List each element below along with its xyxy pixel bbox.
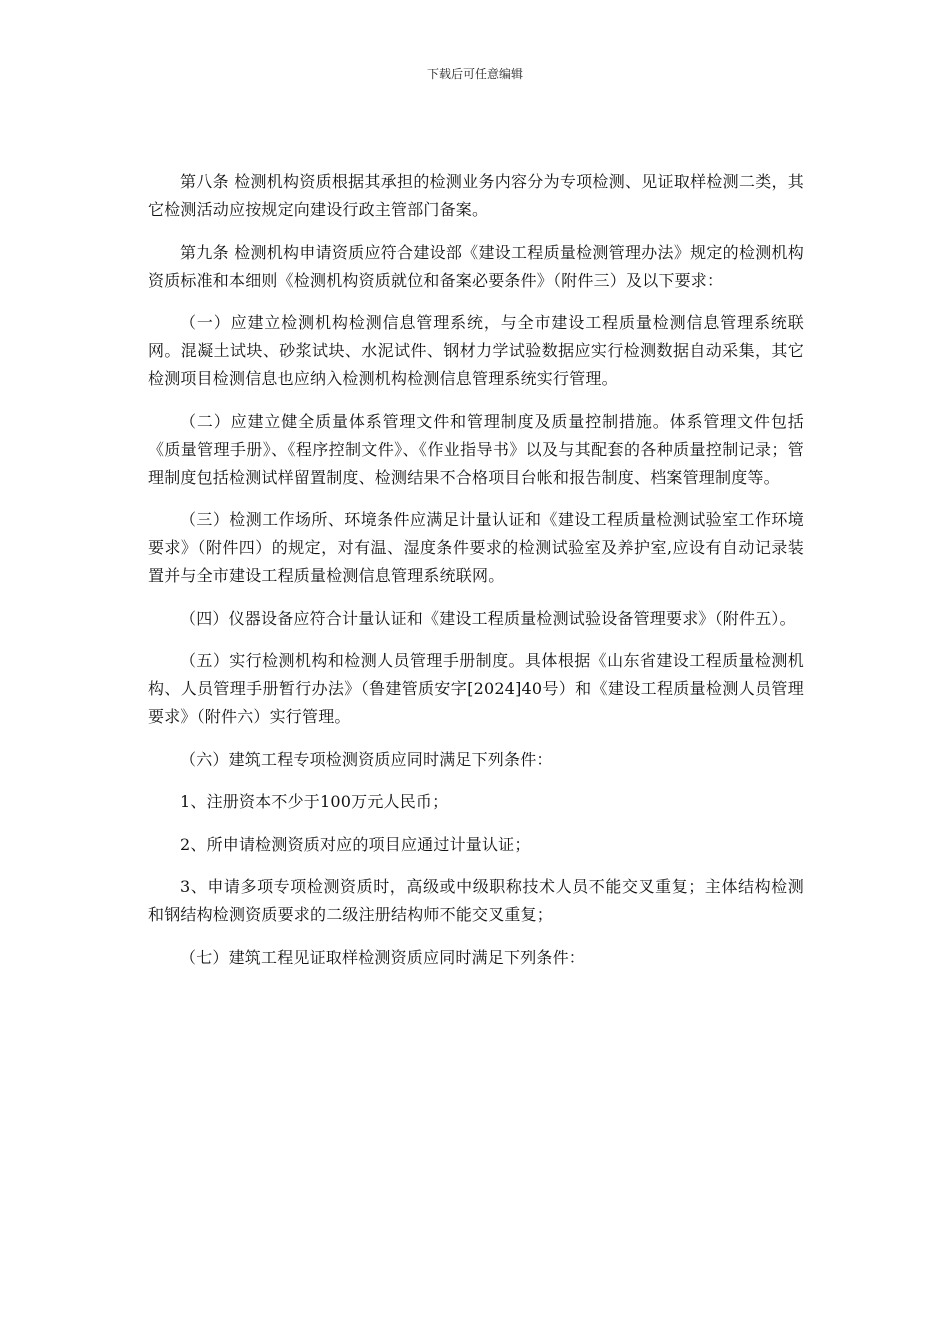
condition-3-paragraph: 3、申请多项专项检测资质时，高级或中级职称技术人员不能交叉重复；主体结构检测和钢结构检测资质要求的二级注册结构师不能交叉重复；	[148, 877, 804, 924]
page-header: 下载后可任意编辑	[426, 67, 523, 81]
article-9-paragraph: 第九条 检测机构申请资质应符合建设部《建设工程质量检测管理办法》规定的检测机构资质标准和本细则《检测机构资质就位和备案必要条件》（附件三）及以下要求：	[148, 242, 804, 290]
article-8-paragraph: 第八条 检测机构资质根据其承担的检测业务内容分为专项检测、见证取样检测二类，其它检测活动应按规定向建设行政主管部门备案。	[148, 172, 804, 219]
item-6-paragraph: （六）建筑工程专项检测资质应同时满足下列条件：	[180, 749, 553, 769]
condition-2-paragraph: 2、所申请检测资质对应的项目应通过计量认证；	[180, 834, 531, 854]
item-4-paragraph: （四）仪器设备应符合计量认证和《建设工程质量检测试验设备管理要求》（附件五）。	[180, 608, 796, 628]
item-1-paragraph: （一）应建立检测机构检测信息管理系统，与全市建设工程质量检测信息管理系统联网。混凝土试块、砂浆试块、水泥试件、钢材力学试验数据应实行检测数据自动采集，其它检测项目检测信息也应纳入检测机构检测信息管理系统实行管理。	[148, 313, 804, 388]
document-body	[148, 168, 804, 986]
item-2-paragraph: （二）应建立健全质量体系管理文件和管理制度及质量控制措施。体系管理文件包括《质量管理手册》、《程序控制文件》、《作业指导书》以及与其配套的各种质量控制记录；管理制度包括检测试样留置制度、检测结果不合格项目台帐和报告制度、档案管理制度等。	[148, 411, 804, 487]
item-5-paragraph: （五）实行检测机构和检测人员管理手册制度。具体根据《山东省建设工程质量检测机构、人员管理手册暂行办法》（鲁建管质安字[2024]40号）和《建设工程质量检测人员管理要求》（附件六）实行管理。	[148, 651, 804, 726]
condition-1-paragraph: 1、注册资本不少于100万元人民币；	[180, 792, 449, 811]
item-7-paragraph: （七）建筑工程见证取样检测资质应同时满足下列条件：	[180, 947, 586, 967]
item-3-paragraph: （三）检测工作场所、环境条件应满足计量认证和《建设工程质量检测试验室工作环境要求》（附件四）的规定，对有温、湿度条件要求的检测试验室及养护室,应设有自动记录装置并与全市建设工程质量检测信息管理系统联网。	[148, 510, 804, 585]
